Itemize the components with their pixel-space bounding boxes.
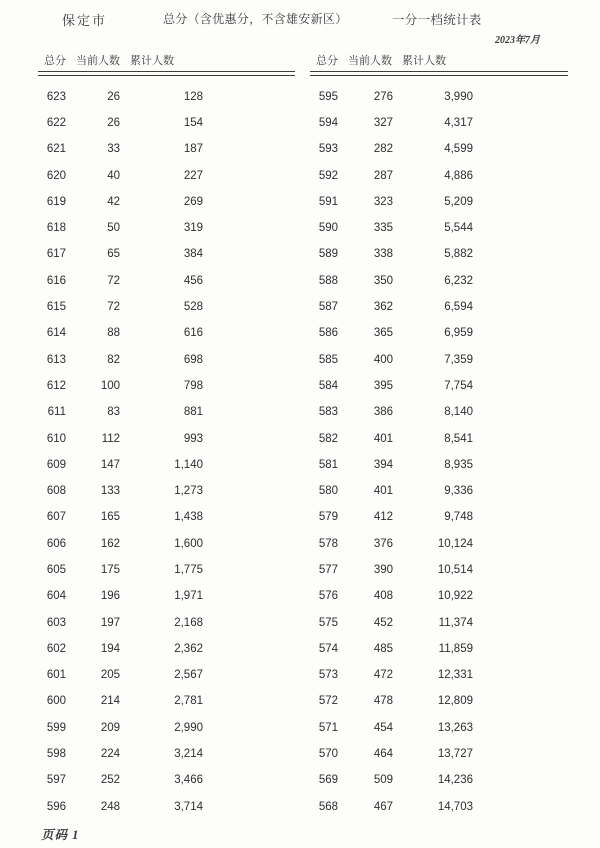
cumulative-count-cell: 227: [183, 169, 203, 182]
current-count-cell: 390: [373, 563, 393, 576]
current-count-cell: 147: [100, 458, 120, 471]
table-row: [310, 715, 568, 741]
table-row: [38, 504, 295, 530]
cumulative-count-cell: 14,703: [437, 800, 473, 813]
cumulative-count-cell: 7,359: [444, 353, 473, 366]
cumulative-count-cell: 2,362: [174, 642, 203, 655]
cumulative-count-cell: 11,859: [438, 642, 473, 655]
current-count-cell: 386: [373, 406, 393, 419]
current-count-cell: 282: [373, 143, 393, 156]
score-cell: 623: [46, 90, 66, 103]
table-row: [310, 583, 568, 609]
current-count-cell: 72: [107, 301, 120, 314]
cumulative-count-cell: 8,935: [444, 458, 473, 471]
score-cell: 622: [46, 116, 66, 129]
table-row: [310, 794, 568, 820]
score-cell: 605: [46, 563, 66, 576]
score-cell: 612: [46, 379, 66, 392]
current-count-cell: 454: [373, 721, 393, 734]
current-count-cell: 509: [373, 774, 393, 787]
score-cell: 595: [318, 90, 338, 103]
cumulative-count-cell: 6,232: [444, 274, 473, 287]
cumulative-count-cell: 993: [183, 432, 203, 445]
current-count-cell: 400: [373, 353, 393, 366]
score-cell: 585: [318, 353, 338, 366]
score-cell: 597: [46, 774, 66, 787]
table-row: [310, 294, 568, 320]
table-row: [310, 241, 568, 267]
current-count-cell: 175: [100, 563, 120, 576]
score-cell: 569: [318, 774, 338, 787]
current-count-cell: 338: [373, 248, 393, 261]
cumulative-count-cell: 9,336: [444, 485, 473, 498]
table-row: [38, 294, 295, 320]
current-count-cell: 83: [107, 406, 120, 419]
table-row: [38, 583, 295, 609]
cumulative-count-cell: 187: [183, 143, 203, 156]
current-count-cell: 50: [107, 222, 120, 235]
current-count-cell: 224: [100, 748, 120, 761]
table-row: [38, 162, 295, 188]
cumulative-count-cell: 269: [183, 195, 203, 208]
cumulative-count-cell: 319: [183, 222, 203, 235]
table-row: [38, 794, 295, 820]
current-count-cell: 327: [373, 116, 393, 129]
cumulative-count-cell: 1,600: [174, 537, 203, 550]
score-cell: 610: [46, 432, 66, 445]
score-cell: 582: [318, 432, 338, 445]
score-cell: 604: [46, 590, 66, 603]
score-cell: 574: [318, 642, 338, 655]
table-row: [310, 268, 568, 294]
table-row: [310, 136, 568, 162]
score-cell: 586: [318, 327, 338, 340]
current-count-cell: 464: [373, 748, 393, 761]
table-row: [38, 136, 295, 162]
table-row: [310, 320, 568, 346]
cumulative-count-cell: 2,781: [174, 695, 203, 708]
table-row: [38, 531, 295, 557]
current-count-cell: 112: [101, 432, 120, 445]
score-cell: 619: [46, 195, 66, 208]
cumulative-count-cell: 1,438: [174, 511, 203, 524]
score-cell: 599: [46, 721, 66, 734]
table-row: [310, 609, 568, 635]
table-row: [38, 84, 295, 110]
cumulative-count-cell: 1,273: [174, 485, 203, 498]
score-cell: 598: [46, 748, 66, 761]
current-count-cell: 376: [373, 537, 393, 550]
page-number: 页码 1: [41, 828, 80, 842]
table-row: [38, 609, 295, 635]
current-count-cell: 394: [373, 458, 393, 471]
score-table-left: [38, 54, 295, 820]
score-cell: 588: [318, 274, 338, 287]
current-count-cell: 408: [373, 590, 393, 603]
table-row: [310, 478, 568, 504]
table-row: [38, 741, 295, 767]
scope-title: 总分（含优惠分，不含雄安新区）: [163, 12, 348, 26]
table-row: [38, 715, 295, 741]
score-cell: 618: [46, 222, 66, 235]
cumulative-count-cell: 8,140: [444, 406, 473, 419]
current-count-cell: 401: [373, 432, 393, 445]
current-count-cell: 335: [373, 222, 393, 235]
score-cell: 583: [318, 406, 338, 419]
table-row: [310, 636, 568, 662]
current-count-cell: 395: [373, 379, 393, 392]
score-cell: 616: [46, 274, 66, 287]
current-count-cell: 350: [373, 274, 393, 287]
current-count-cell: 472: [373, 669, 393, 682]
table-row: [38, 662, 295, 688]
cumulative-count-cell: 13,263: [437, 721, 473, 734]
score-cell: 613: [46, 353, 66, 366]
header-double-rule: [310, 71, 568, 76]
table-row: [38, 425, 295, 451]
table-row: [310, 84, 568, 110]
table-row: [310, 688, 568, 714]
cumulative-count-cell: 2,168: [174, 616, 203, 629]
current-count-cell: 65: [107, 248, 120, 261]
current-count-cell: 42: [107, 195, 120, 208]
current-count-cell: 26: [107, 90, 120, 103]
current-count-cell: 485: [373, 642, 393, 655]
score-cell: 591: [318, 195, 338, 208]
table-row: [38, 110, 295, 136]
cumulative-count-cell: 616: [183, 327, 203, 340]
score-cell: 571: [318, 721, 338, 734]
cumulative-count-cell: 12,809: [437, 695, 473, 708]
current-count-cell: 100: [100, 379, 120, 392]
current-count-column-header: 当前人数: [76, 55, 120, 67]
current-count-cell: 323: [373, 195, 393, 208]
current-count-cell: 478: [373, 695, 393, 708]
current-count-cell: 196: [100, 590, 120, 603]
score-cell: 615: [46, 301, 66, 314]
current-count-cell: 26: [107, 116, 120, 129]
current-count-cell: 133: [100, 485, 120, 498]
cumulative-count-cell: 1,775: [174, 563, 203, 576]
table-row: [38, 557, 295, 583]
cumulative-count-cell: 3,214: [174, 748, 203, 761]
cumulative-count-cell: 881: [183, 406, 203, 419]
table-row: [38, 452, 295, 478]
region-label: 保定市: [62, 13, 108, 28]
score-cell: 600: [46, 695, 66, 708]
score-cell: 573: [318, 669, 338, 682]
table-row: [310, 557, 568, 583]
table-row: [38, 399, 295, 425]
current-count-cell: 214: [100, 695, 120, 708]
table-row: [38, 373, 295, 399]
table-row: [310, 399, 568, 425]
cumulative-count-cell: 1,140: [174, 458, 203, 471]
table-row: [38, 189, 295, 215]
current-count-cell: 197: [100, 616, 120, 629]
table-row: [310, 741, 568, 767]
current-count-cell: 452: [373, 616, 393, 629]
cumulative-count-cell: 2,567: [174, 669, 203, 682]
current-count-cell: 40: [107, 169, 120, 182]
cumulative-count-cell: 8,541: [444, 432, 473, 445]
table-row: [310, 110, 568, 136]
current-count-column-header: 当前人数: [348, 55, 392, 67]
score-cell: 581: [318, 458, 338, 471]
cumulative-count-cell: 5,544: [444, 222, 473, 235]
score-cell: 620: [46, 169, 66, 182]
cumulative-count-cell: 13,727: [437, 748, 473, 761]
score-cell: 579: [318, 511, 338, 524]
cumulative-count-cell: 3,714: [174, 800, 203, 813]
cumulative-count-cell: 10,922: [437, 590, 473, 603]
table-row: [310, 531, 568, 557]
score-table-right: [310, 54, 568, 820]
score-cell: 593: [318, 143, 338, 156]
current-count-cell: 82: [107, 353, 120, 366]
current-count-cell: 401: [373, 485, 393, 498]
score-cell: 596: [46, 800, 66, 813]
cumulative-count-column-header: 累计人数: [402, 55, 446, 67]
table-row: [310, 662, 568, 688]
current-count-cell: 362: [373, 301, 393, 314]
table-row: [38, 346, 295, 372]
cumulative-count-cell: 2,990: [174, 721, 203, 734]
table-row: [38, 767, 295, 793]
current-count-cell: 252: [100, 774, 120, 787]
score-cell: 602: [46, 642, 66, 655]
score-cell: 606: [46, 537, 66, 550]
current-count-cell: 72: [107, 274, 120, 287]
cumulative-count-cell: 14,236: [437, 774, 473, 787]
table-row: [38, 215, 295, 241]
table-body-left: [38, 84, 295, 820]
score-cell: 580: [318, 485, 338, 498]
current-count-cell: 88: [107, 327, 120, 340]
table-row: [310, 452, 568, 478]
cumulative-count-cell: 4,317: [444, 116, 473, 129]
cumulative-count-cell: 5,882: [444, 248, 473, 261]
cumulative-count-cell: 6,959: [444, 327, 473, 340]
score-cell: 576: [318, 590, 338, 603]
table-row: [310, 189, 568, 215]
score-cell: 590: [318, 222, 338, 235]
table-row: [38, 320, 295, 346]
cumulative-count-cell: 9,748: [444, 511, 473, 524]
cumulative-count-cell: 6,594: [444, 301, 473, 314]
table-row: [310, 504, 568, 530]
report-title: 一分一档统计表: [392, 13, 482, 27]
score-cell: 609: [46, 458, 66, 471]
score-cell: 611: [47, 406, 66, 419]
score-cell: 589: [318, 248, 338, 261]
current-count-cell: 33: [107, 143, 120, 156]
cumulative-count-cell: 3,990: [444, 90, 473, 103]
table-row: [38, 478, 295, 504]
table-row: [38, 268, 295, 294]
table-row: [310, 215, 568, 241]
cumulative-count-cell: 4,599: [444, 143, 473, 156]
score-cell: 568: [318, 800, 338, 813]
report-date: 2023年7月: [495, 35, 540, 46]
cumulative-count-cell: 698: [183, 353, 203, 366]
score-cell: 603: [46, 616, 66, 629]
cumulative-count-cell: 456: [183, 274, 203, 287]
table-row: [38, 241, 295, 267]
cumulative-count-cell: 12,331: [437, 669, 473, 682]
header-double-rule: [38, 71, 295, 76]
score-column-header: 总分: [316, 55, 338, 67]
score-cell: 608: [46, 485, 66, 498]
score-cell: 570: [318, 748, 338, 761]
score-cell: 607: [46, 511, 66, 524]
score-cell: 601: [46, 669, 66, 682]
current-count-cell: 287: [373, 169, 393, 182]
score-cell: 575: [318, 616, 338, 629]
cumulative-count-cell: 798: [183, 379, 203, 392]
current-count-cell: 165: [100, 511, 120, 524]
table-row: [310, 373, 568, 399]
cumulative-count-cell: 1,971: [174, 590, 203, 603]
table-header-row: [38, 54, 295, 68]
score-cell: 614: [46, 327, 66, 340]
table-row: [38, 636, 295, 662]
score-cell: 621: [46, 143, 66, 156]
cumulative-count-cell: 3,466: [174, 774, 203, 787]
score-cell: 594: [318, 116, 338, 129]
current-count-cell: 209: [100, 721, 120, 734]
current-count-cell: 205: [100, 669, 120, 682]
cumulative-count-cell: 4,886: [444, 169, 473, 182]
cumulative-count-cell: 128: [183, 90, 203, 103]
score-cell: 592: [318, 169, 338, 182]
cumulative-count-cell: 10,514: [437, 563, 473, 576]
cumulative-count-cell: 5,209: [444, 195, 473, 208]
cumulative-count-cell: 154: [183, 116, 203, 129]
score-cell: 578: [318, 537, 338, 550]
cumulative-count-cell: 528: [183, 301, 203, 314]
table-header-row: [310, 54, 568, 68]
score-cell: 572: [318, 695, 338, 708]
cumulative-count-cell: 7,754: [444, 379, 473, 392]
table-row: [310, 346, 568, 372]
table-row: [310, 425, 568, 451]
current-count-cell: 365: [373, 327, 393, 340]
score-cell: 587: [318, 301, 338, 314]
score-cell: 617: [46, 248, 66, 261]
current-count-cell: 248: [100, 800, 120, 813]
current-count-cell: 412: [373, 511, 393, 524]
current-count-cell: 162: [100, 537, 120, 550]
table-row: [38, 688, 295, 714]
current-count-cell: 276: [373, 90, 393, 103]
score-column-header: 总分: [44, 55, 66, 67]
table-body-right: [310, 84, 568, 820]
current-count-cell: 194: [100, 642, 120, 655]
score-cell: 584: [318, 379, 338, 392]
cumulative-count-column-header: 累计人数: [130, 55, 174, 67]
table-row: [310, 162, 568, 188]
current-count-cell: 467: [373, 800, 393, 813]
cumulative-count-cell: 11,374: [438, 616, 473, 629]
cumulative-count-cell: 10,124: [437, 537, 473, 550]
cumulative-count-cell: 384: [183, 248, 203, 261]
table-row: [310, 767, 568, 793]
score-cell: 577: [318, 563, 338, 576]
